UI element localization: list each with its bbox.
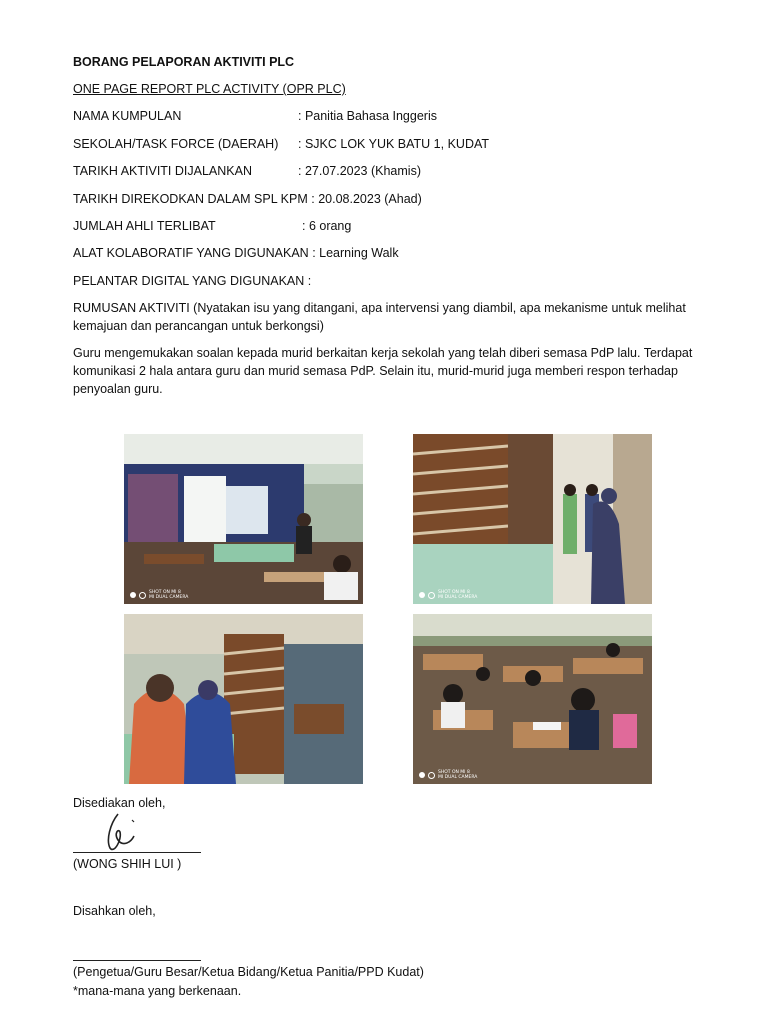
prepared-by-label: Disediakan oleh, [73,796,166,810]
form-title: BORANG PELAPORAN AKTIVITI PLC [73,55,295,69]
summary-heading: RUMUSAN AKTIVITI (Nyatakan isu yang ditangani, apa intervensi yang diambil, apa mekanisme untuk melihat kemajuan dan perancangan untuk berkongsi) [73,301,686,333]
photo-classroom-whiteboard [124,434,363,604]
watermark-text: SHOT ON MI 8 MI DUAL CAMERA [438,770,478,780]
field-value: : 27.07.2023 (Khamis) [298,164,421,178]
field-value: : 20.08.2023 (Ahad) [311,192,422,206]
field-value: : Panitia Bahasa Inggeris [298,109,437,123]
photo-corridor-students [413,434,652,604]
watermark-dot-icon [419,772,425,778]
form-subtitle: ONE PAGE REPORT PLC ACTIVITY (OPR PLC) [73,82,346,96]
field-label: ALAT KOLABORATIF YANG DIGUNAKAN [73,246,309,260]
field-value: : SJKC LOK YUK BATU 1, KUDAT [298,137,490,151]
watermark-dot-icon [130,592,136,598]
watermark-ring-icon [428,592,435,599]
field-sekolah [73,136,490,152]
photo-students-desks [413,614,652,784]
field-tarikh-aktiviti [73,163,421,179]
preparer-name: (WONG SHIH LUI ) [73,857,182,871]
applicability-note: *mana-mana yang berkenaan. [73,984,242,998]
field-value: : Learning Walk [312,246,399,260]
field-label: NAMA KUMPULAN [73,109,182,123]
field-tarikh-direkodkan [73,191,422,207]
preparer-signature-line [73,852,201,853]
summary-body: Guru mengemukakan soalan kepada murid berkaitan kerja sekolah yang telah diberi semasa PdP lalu. Terdapat komunikasi 2 hala antara guru dan murid semasa PdP. Selain itu, murid-murid juga memberi respon terhadap penyoalan guru. [73,346,693,396]
photo-teachers-observing [124,614,363,784]
approver-signature-line [73,960,201,961]
watermark-ring-icon [428,772,435,779]
field-label: TARIKH DIREKODKAN DALAM SPL KPM [73,192,308,206]
field-pelantar-digital [73,273,311,289]
watermark-ring-icon [139,592,146,599]
approver-role: (Pengetua/Guru Besar/Ketua Bidang/Ketua Panitia/PPD Kudat) [73,965,424,979]
watermark-text: SHOT ON MI 8 MI DUAL CAMERA [438,590,478,600]
field-label: SEKOLAH/TASK FORCE (DAERAH) [73,137,279,151]
approved-by-label: Disahkan oleh, [73,904,156,918]
watermark-text: SHOT ON MI 8 MI DUAL CAMERA [149,590,189,600]
field-jumlah-ahli [73,218,352,234]
field-alat-kolaboratif [73,245,399,261]
field-label: JUMLAH AHLI TERLIBAT [73,219,216,233]
field-label: TARIKH AKTIVITI DIJALANKAN [73,164,252,178]
camera-watermark [419,590,477,600]
signature-image [100,810,140,854]
watermark-dot-icon [419,592,425,598]
field-label: PELANTAR DIGITAL YANG DIGUNAKAN [73,274,305,288]
field-value: : [307,274,312,288]
field-value: : 6 orang [302,219,352,233]
camera-watermark [130,590,188,600]
camera-watermark [419,770,477,780]
field-nama-kumpulan [73,108,437,124]
